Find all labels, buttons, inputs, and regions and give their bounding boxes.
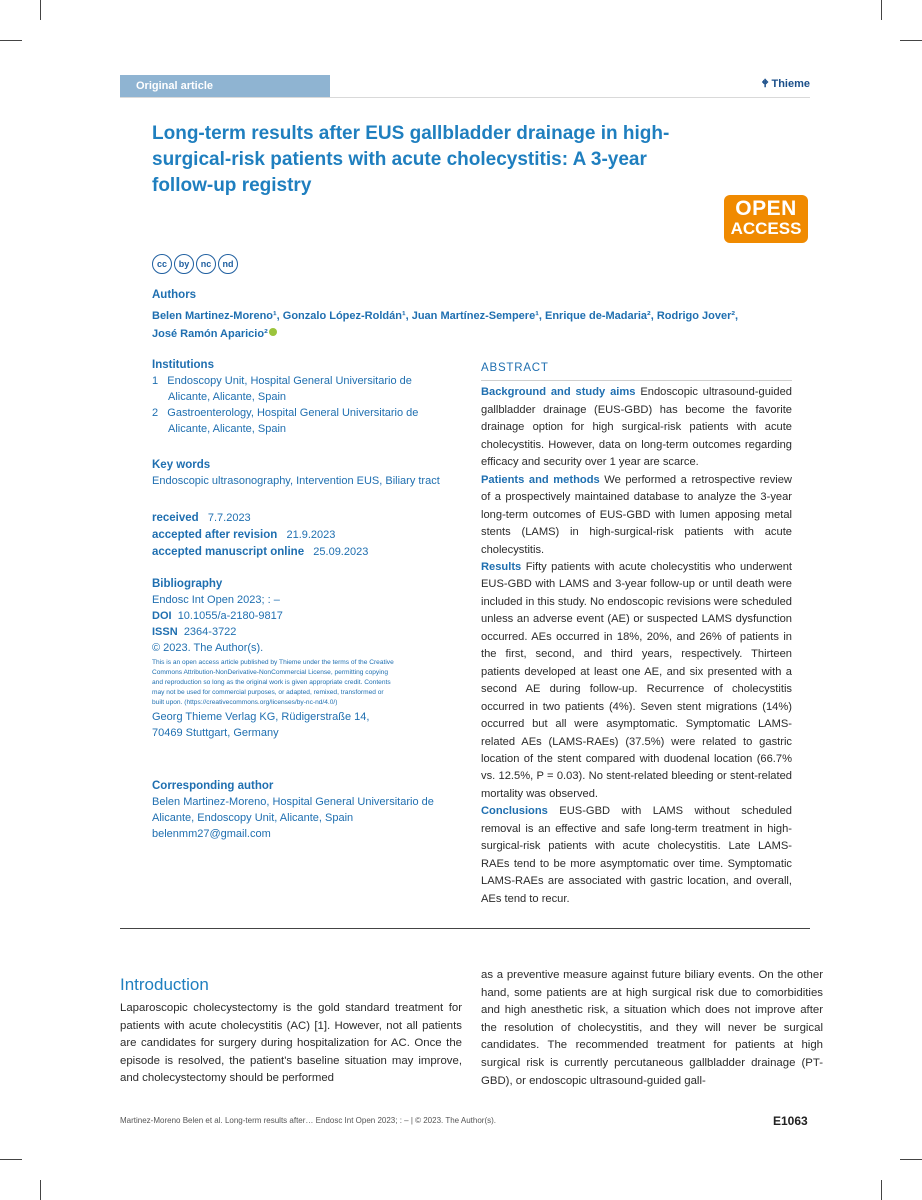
copyright: © 2023. The Author(s). [152,642,264,654]
institution-1-line2: Alicante, Alicante, Spain [168,391,287,403]
online-label: accepted manuscript online [152,546,305,558]
footer-citation: Martinez-Moreno Belen et al. Long-term results after… Endosc Int Open 2023; : – | © 2023. The Author(s). [120,1116,497,1125]
corresponding-email[interactable]: belenmm27@gmail.com [152,828,271,840]
publisher-address-1: Georg Thieme Verlag KG, Rüdigerstraße 14, [152,711,370,723]
background-label: Background and study aims [481,386,636,399]
accepted-date: 21.9.2023 [286,529,336,541]
bibliography-block [152,578,467,741]
publisher-address-2: 70469 Stuttgart, Germany [152,727,279,739]
keywords-label: Key words [152,459,211,471]
open-access-badge [724,195,808,243]
results-label: Results [481,560,522,573]
keywords-block [152,459,467,489]
institution-2-line1: Gastroenterology, Hospital General Universitario de [167,407,419,419]
journal-citation: Endosc Int Open 2023; : – [152,594,280,606]
authors-line-1: Belen Martinez-Moreno¹, Gonzalo López-Roldán¹, Juan Martínez-Sempere¹, Enrique de-Madaria², Rodrigo Jover², [152,310,739,322]
crop-mark [40,0,41,20]
corresponding-label: Corresponding author [152,780,274,792]
by-icon: by [174,254,194,274]
license-icons [152,254,240,275]
introduction-paragraph-1: Laparoscopic cholecystectomy is the gold standard treatment for patients with acute cholecystitis (AC) [1]. However, not all patients are candidates for surgery during hospitalization for AC. Once the episode is resolved, the patient's baseline situation may improve, and cholecystectomy should be performed [120,1002,462,1085]
conclusions-text: EUS-GBD with LAMS without scheduled removal is an effective and safe long-term treatment in high-surgical-risk patients with acute cholecystitis. Late LAMS-RAEs tend to be more asymptomatic over time. Symptomatic LAMS-RAEs are associated with gastric location, and overall, AEs tend to recur. [481,805,792,905]
methods-text: We performed a retrospective review of a prospectively maintained database to analyze the 3-year long-term outcomes of EUS-GBD with lumen apposing metal stents (LAMS) in high-surgical-risk patients with acute cholecystitis. [481,473,792,556]
cc-icon: cc [152,254,172,274]
introduction-heading: Introduction [120,975,209,994]
license-fine-line: and reproduction so long as the original work is given appropriate credit. Contents [152,679,391,686]
abstract-background [481,384,792,471]
institution-2-number: 2 [152,407,159,419]
article-type-tag: Original article [120,75,330,97]
section-divider [120,928,810,929]
crop-mark [0,40,22,41]
institution-1-number: 1 [152,375,159,387]
received-date: 7.7.2023 [207,512,251,524]
nd-icon: nd [218,254,238,274]
keywords-text: Endoscopic ultrasonography, Intervention EUS, Biliary tract [152,475,440,487]
dates-block [152,510,467,561]
methods-label: Patients and methods [481,473,600,486]
authors-line-2: José Ramón Aparicio² [152,328,268,340]
license-fine-line: may not be used for commercial purposes, or adapted, remixed, transformed or [152,689,384,696]
introduction-paragraph-2: as a preventive measure against future biliary events. On the other hand, some patients are at high surgical risk due to comorbidities and high anesthetic risk, a situation which does not improve after the resolution of cholecystitis, and they will never be surgical candidates. The recommended treatment for patients at high surgical risk is currently percutaneous gallbladder drainage (PT-GBD), or endoscopic ultrasound-guided gall- [481,969,823,1087]
abstract-block [481,360,792,908]
doi-link[interactable]: 10.1055/a-2180-9817 [177,610,283,622]
authors-list [152,307,812,343]
orcid-icon[interactable] [269,328,277,336]
crop-mark [881,0,882,20]
crop-mark [0,1159,22,1160]
institution-2-line2: Alicante, Alicante, Spain [168,423,287,435]
corresponding-line2: Alicante, Endoscopy Unit, Alicante, Spain [152,812,354,824]
background-text: Endoscopic ultrasound-guided gallbladder drainage (EUS-GBD) has become the favorite drainage option for high surgical-risk patients with acute cholecystitis. However, data on long-term outcomes regarding efficacy and security over 1 year are scarce. [481,386,792,469]
crop-mark [881,1180,882,1200]
institutions-block [152,359,467,437]
authors-label: Authors [152,289,197,301]
bibliography-label: Bibliography [152,578,223,590]
crop-mark [900,1159,922,1160]
corresponding-line1: Belen Martinez-Moreno, Hospital General Universitario de [152,796,434,808]
conclusions-label: Conclusions [481,805,548,818]
publisher-logo: 🕈 Thieme [761,78,810,90]
corresponding-block [152,780,467,842]
license-fine-line: built upon. (https://creativecommons.org/licenses/by-nc-nd/4.0/) [152,699,338,706]
abstract-heading: ABSTRACT [481,360,792,381]
issn-value: 2364-3722 [183,626,237,638]
license-fine-line: Commons Attribution-NonDerivative-NonCommercial License, permitting copying [152,669,389,676]
page-number: E1063 [773,1114,808,1128]
open-access-line2: ACCESS [730,219,802,238]
abstract-results [481,559,792,803]
abstract-conclusions [481,803,792,908]
nc-icon: nc [196,254,216,274]
institutions-label: Institutions [152,359,214,371]
accepted-label: accepted after revision [152,529,278,541]
crop-mark [900,40,922,41]
abstract-methods [481,472,792,559]
online-date: 25.09.2023 [313,546,369,558]
received-label: received [152,512,199,524]
article-title: Long-term results after EUS gallbladder drainage in high-surgical-risk patients with acute cholecystitis: A 3-year follow-up registry [152,123,670,196]
results-text: Fifty patients with acute cholecystitis who underwent EUS-GBD with LAMS and 3-year follow-up or until death were included in this study. No endoscopic revisions were scheduled unless an adverse event (AE) or suspected LAMS dysfunction occurred. AEs occurred in 18%, 20%, and 26% of patients in the first, second, and third years, respectively. Thirteen patients developed at least one AE, and six presented with a second AE during follow-up. Recurrence of cholecystitis occurred in two patients (4%). Seven stent migrations (14%) occurred but all were asymptomatic. Symptomatic LAMS-related AEs (LAMS-RAEs) (37.5%) were related to gastric location of the stent compared with duodenal location (66.7% vs. 12.5%, P = 0.03). No stent-related bleeding or stent-related mortality was observed. [481,560,792,800]
institution-1-line1: Endoscopy Unit, Hospital General Universitario de [167,375,412,387]
open-access-line1: OPEN [735,197,797,220]
issn-label: ISSN [152,626,178,638]
license-fine-line: This is an open access article published by Thieme under the terms of the Creative [152,659,394,666]
crop-mark [40,1180,41,1200]
doi-label: DOI [152,610,172,622]
